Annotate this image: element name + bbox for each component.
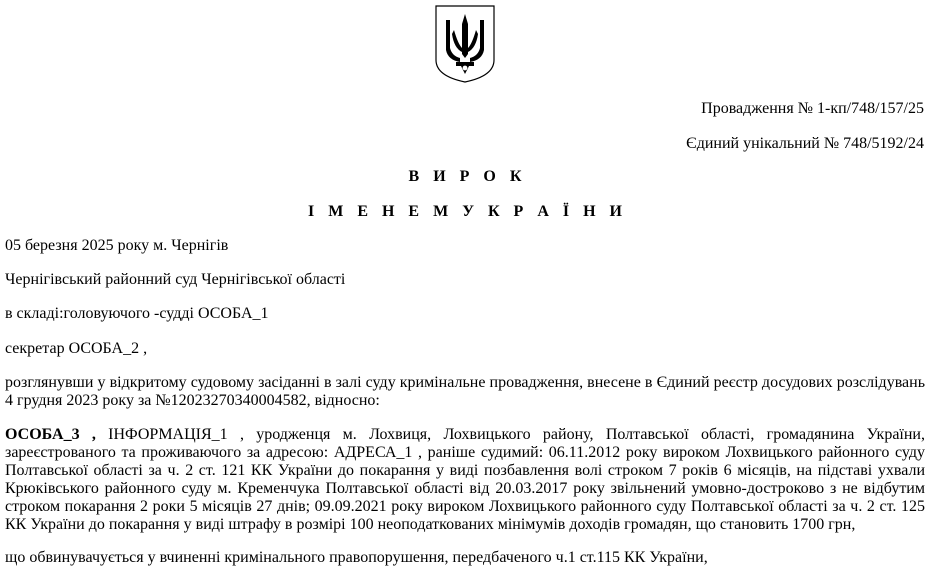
secretary: секретар ОСОБА_2 , (5, 340, 148, 357)
charge-paragraph: що обвинувачується у вчиненні кримінального правопорушення, передбаченого ч.1 ст.115 КК України, (5, 549, 708, 566)
unique-number: Єдиний унікальний № 748/5192/24 (686, 135, 924, 152)
accused-name: ОСОБА_3 , (5, 426, 96, 443)
trident-coat-of-arms-icon (434, 4, 496, 84)
proceeding-number: Провадження № 1-кп/748/157/25 (701, 100, 924, 117)
accused-details: ІНФОРМАЦІЯ_1 , уродженця м. Лохвиця, Лохвицького району, Полтавської області, громадянина України, зареєстрованого та проживаючого за адресою: АДРЕСА_1 , раніше судимий: 06.11.2012 року вироком Лохвицького районного суду Полтавської області за ч. 2 ст. 121 КК України до покарання у виді позбавлення волі строком 7 років 6 місяців, на підставі ухвали Крюківського районного суду м. Кременчука Полтавської області від 20.03.2017 року звільнений умовно-достроково з не відбутим строком покарання 2 роки 5 місяців 27 днів; 09.09.2021 року вироком Лохвицького районного суду Полтавської області за ч. 2 ст. 125 КК України до покарання у виді штрафу в розмірі 100 неоподаткованих мінімумів доходів громадян, що становить 1700 грн, (5, 426, 925, 533)
court-name: Чернігівський районний суд Чернігівської області (5, 271, 346, 288)
verdict-title: В И Р О К (408, 168, 527, 185)
date-place: 05 березня 2025 року м. Чернігів (5, 237, 229, 254)
court-composition: в складі:головуючого -судді ОСОБА_1 (5, 305, 269, 322)
consideration-paragraph: розглянувши у відкритому судовому засіданні в залі суду кримінальне провадження, внесене в Єдиний реєстр досудових розслідувань 4 грудня 2023 року за №12023270340004582, відносно: (5, 374, 925, 409)
in-name-of-ukraine: І М Е Н Е М У К Р А Ї Н И (307, 203, 627, 220)
accused-paragraph (5, 426, 925, 534)
